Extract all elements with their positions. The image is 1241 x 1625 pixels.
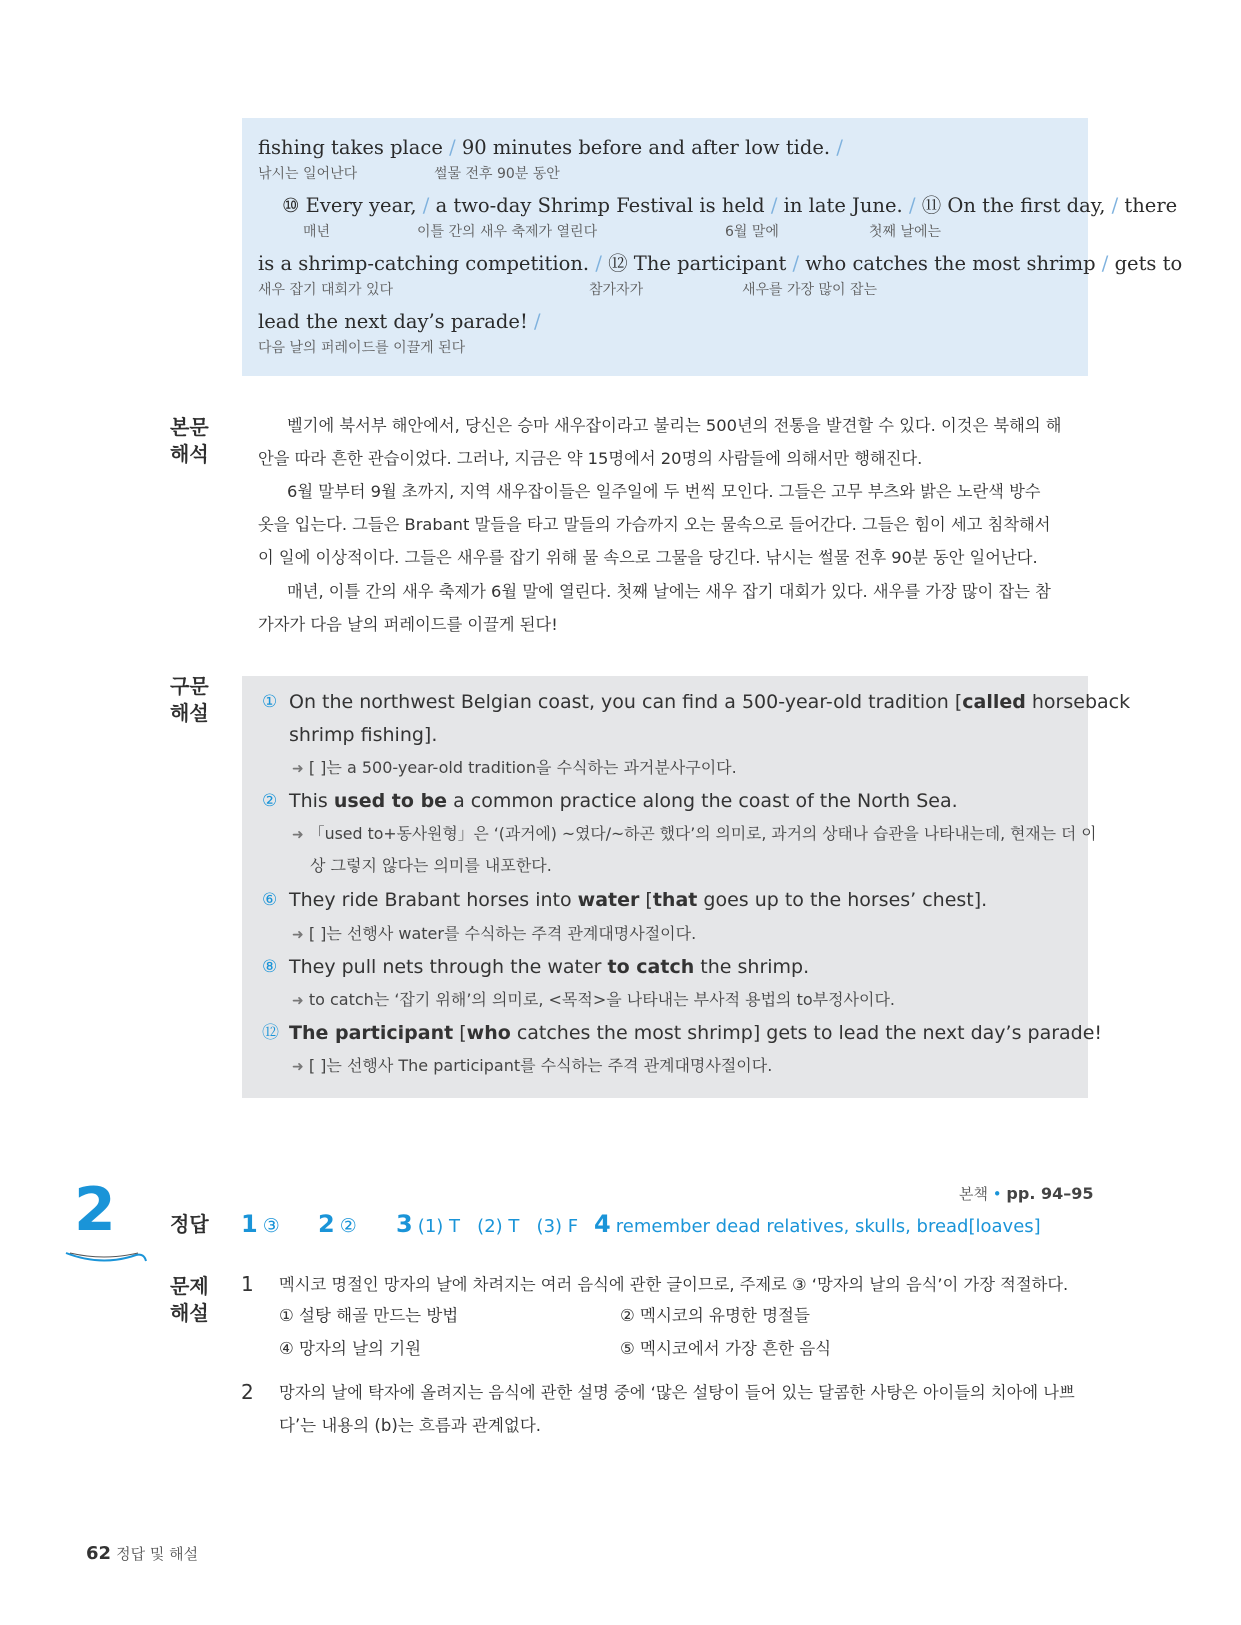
page-number: 62 [86,1543,112,1564]
section-number: 2 [74,1175,116,1245]
translation-label: 본문 해석 [170,415,209,466]
reading-gloss: 새우를 가장 많이 잡는 [742,282,878,298]
footer-text: 정답 및 해설 [116,1545,199,1563]
reading-gloss: 참가자가 [589,282,644,298]
reading-line-3: is a shrimp-catching competition. / ⑫ The participant / who catches the most shrimp / gets to [258,252,1183,275]
arrow-icon: ➜ [292,761,304,777]
reading-gloss: 매년 [303,224,331,240]
arrow-icon: ➜ [292,993,304,1009]
question-number: 2 [241,1380,254,1404]
answer-3: 3 (1) T (2) T (3) F [396,1210,579,1238]
arrow-icon: ➜ [292,927,304,943]
reading-gloss: 낚시는 일어난다 [258,166,358,182]
swoosh-icon [64,1245,148,1265]
grammar-label: 구문 해설 [170,674,209,725]
explanation-label: 문제 해설 [170,1274,209,1325]
option: ① 설탕 해골 만드는 방법 [279,1306,459,1325]
grammar-note: ➜ [ ]는 선행사 The participant를 수식하는 주격 관계대명사절이다. [292,1056,773,1075]
translation-line: 안을 따라 흔한 관습이었다. 그러나, 지금은 약 15명에서 20명의 사람들에 의해서만 행해진다. [258,449,923,468]
reading-gloss: 첫째 날에는 [869,224,942,240]
reading-gloss: 다음 날의 퍼레이드를 이끌게 된다 [258,340,466,356]
grammar-sentence: They ride Brabant horses into water [that goes up to the horses’ chest]. [289,889,988,911]
page-footer [86,1545,198,1563]
question-explanation-cont: 다’는 내용의 (b)는 흐름과 관계없다. [279,1416,542,1435]
grammar-sentence: This used to be a common practice along the coast of the North Sea. [289,790,958,812]
grammar-note-cont: 상 그렇지 않다는 의미를 내포한다. [310,856,552,875]
translation-line: 6월 말부터 9월 초까지, 지역 새우잡이들은 일주일에 두 번씩 모인다. 그들은 고무 부츠와 밝은 노란색 방수 [287,482,1041,501]
grammar-note: ➜ [ ]는 a 500-year-old tradition을 수식하는 과거분사구이다. [292,758,737,777]
question-explanation: 망자의 날에 탁자에 올려지는 음식에 관한 설명 중에 ‘많은 설탕이 들어 있는 달콤한 사탕은 아이들의 치아에 나쁘 [279,1383,1075,1402]
grammar-item-number: ① [262,692,278,712]
translation-line: 매년, 이틀 간의 새우 축제가 6월 말에 열린다. 첫째 날에는 새우 잡기 대회가 있다. 새우를 가장 많이 잡는 참 [287,582,1051,601]
question-number: 1 [241,1272,254,1296]
grammar-sentence: On the northwest Belgian coast, you can find a 500-year-old tradition [called horseback [289,691,1131,713]
grammar-sentence: They pull nets through the water to catch the shrimp. [289,956,810,978]
answer-1: 1 ③ [241,1210,280,1238]
translation-line: 이 일에 이상적이다. 그들은 새우를 잡기 위해 물 속으로 그물을 당긴다. 낚시는 썰물 전후 90분 동안 일어난다. [258,548,1038,567]
grammar-note: ➜ to catch는 ‘잡기 위해’의 의미로, <목적>을 나타내는 부사적 용법의 to부정사이다. [292,990,896,1009]
grammar-item-number: ⑫ [262,1023,279,1043]
grammar-item-number: ⑧ [262,957,278,977]
reading-gloss: 새우 잡기 대회가 있다 [258,282,394,298]
grammar-note: ➜ [ ]는 선행사 water를 수식하는 주격 관계대명사절이다. [292,924,697,943]
option: ④ 망자의 날의 기원 [279,1339,422,1358]
reading-line-1: fishing takes place / 90 minutes before and after low tide. / [258,136,843,159]
translation-line: 옷을 입는다. 그들은 Brabant 말들을 타고 말들의 가슴까지 오는 물속으로 들어간다. 그들은 힘이 세고 침착해서 [258,515,1051,534]
option: ② 멕시코의 유명한 명절들 [620,1306,810,1325]
question-explanation: 멕시코 명절인 망자의 날에 차려지는 여러 음식에 관한 글이므로, 주제로 ③ ‘망자의 날의 음식’이 가장 적절하다. [279,1275,1069,1294]
reading-line-4: lead the next day’s parade! / [258,310,541,333]
reading-gloss: 썰물 전후 90분 동안 [434,166,560,182]
grammar-item-number: ⑥ [262,890,278,910]
arrow-icon: ➜ [292,827,304,843]
answer-2: 2 ② [318,1210,357,1238]
grammar-item-number: ② [262,791,278,811]
answer-label: 정답 [170,1212,209,1236]
grammar-note: ➜ 「used to+동사원형」은 ‘(과거에) ~였다/~하곤 했다’의 의미로, 과거의 상태나 습관을 나타내는데, 현재는 더 이 [292,824,1097,843]
translation-line: 벨기에 북서부 해안에서, 당신은 승마 새우잡이라고 불리는 500년의 전통을 발견할 수 있다. 이것은 북해의 해 [287,416,1062,435]
reading-line-2: ⑩ Every year, / a two-day Shrimp Festival is held / in late June. / ⑪ On the first day, / there [282,194,1178,217]
option: ⑤ 멕시코에서 가장 흔한 음식 [620,1339,832,1358]
answer-4: 4 remember dead relatives, skulls, bread[loaves] [594,1210,1041,1238]
reading-gloss: 이틀 간의 새우 축제가 열린다 [417,224,598,240]
page-reference: 본책 • pp. 94–95 [959,1184,1094,1203]
reading-gloss: 6월 말에 [725,224,779,240]
grammar-sentence: The participant [who catches the most shrimp] gets to lead the next day’s parade! [289,1022,1103,1044]
arrow-icon: ➜ [292,1059,304,1075]
grammar-sentence-cont: shrimp fishing]. [289,724,438,746]
translation-line: 가자가 다음 날의 퍼레이드를 이끌게 된다! [258,615,558,634]
